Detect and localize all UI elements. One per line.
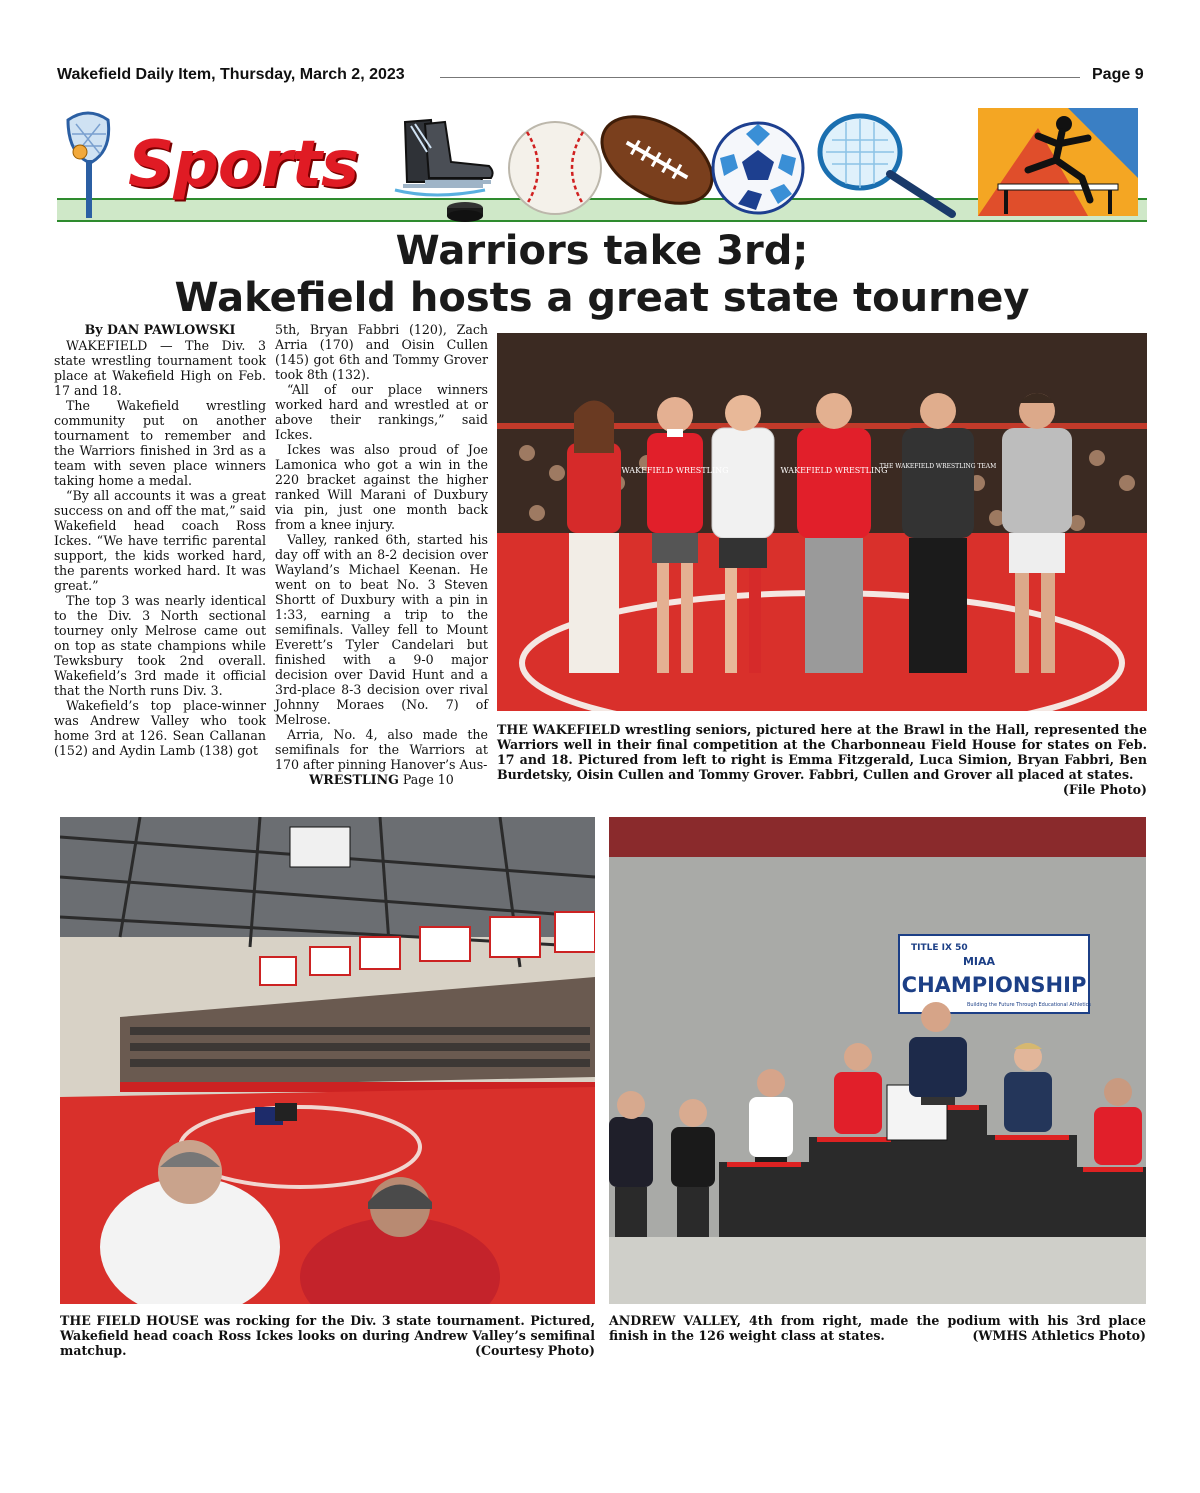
football-icon — [592, 110, 722, 210]
article-column-1 — [54, 322, 266, 758]
lacrosse-stick-icon — [58, 110, 118, 220]
paragraph: The top 3 was nearly identical to the Div. 3 North sectional tourney only Melrose came out on top as state champions while Tewksbury took 2nd overall. Wakefield’s 3rd made it official that the North runs Div. 3. — [54, 593, 266, 698]
caption-text: THE WAKEFIELD wrestling seniors, pictured here at the Brawl in the Hall, represented the Warriors well in their final competition at the Charbonneau Field House for states on Feb. 17 and 18. Pictured from left to right is Emma Fitzgerald, Luca Simion, Bryan Fabbri, Ben Burdetsky, Oisin Cullen and Tommy Grover. Fabbri, Cullen and Grover all placed at states. — [497, 722, 1147, 782]
caption-podium — [609, 1313, 1146, 1343]
hockey-puck-icon — [445, 200, 485, 222]
soccer-ball-icon — [708, 118, 808, 218]
photo-credit: (WMHS Athletics Photo) — [972, 1328, 1146, 1343]
shirt-text: THE WAKEFIELD WRESTLING TEAM — [879, 463, 997, 470]
tennis-racket-icon — [812, 110, 962, 220]
shirt-text: WAKEFIELD WRESTLING — [780, 466, 888, 475]
article-column-2 — [275, 322, 488, 787]
paragraph: The Wakefield wrestling community put on another tournament to remember and the Warriors finished in 3rd as a team with seven place winners taking home a medal. — [54, 398, 266, 488]
continued-jump[interactable] — [275, 772, 488, 787]
shirt-text: WAKEFIELD WRESTLING — [621, 466, 729, 475]
headline-line-1: Warriors take 3rd; — [395, 228, 809, 274]
ice-skates-icon — [385, 112, 495, 202]
caption-text: ANDREW VALLEY, 4th from right, made the podium with his 3rd place finish in the 126 weight class at states. — [609, 1313, 1146, 1343]
paragraph: Valley, ranked 6th, started his day off with an 8-2 decision over Wayland’s Michael Keenan. He went on to beat No. 3 Steven Shortt of Duxbury with a pin in 1:33, earning a trip to the semifinals. Valley fell to Mount Everett’s Tyler Candelari but finished with a 9-0 major decision over David Hunt and a 3rd-place 8-3 decision over rival Johnny Moraes (No. 7) of Melrose. — [275, 532, 488, 727]
photo-podium — [609, 817, 1146, 1304]
paragraph: “All of our place winners worked hard and wrestled at or above their rankings,” said Ickes. — [275, 382, 488, 442]
caption-wrestling-seniors — [497, 722, 1147, 797]
photo-wrestling-seniors — [497, 333, 1147, 711]
headline-line-2: Wakefield hosts a great state tourney — [174, 275, 1030, 321]
folio-date: Wakefield Daily Item, Thursday, March 2, 2023 — [57, 66, 405, 83]
photo-credit: (Courtesy Photo) — [475, 1343, 595, 1358]
jump-page: Page 10 — [402, 772, 454, 787]
sign-tag-text: Building the Future Through Educational Athletics — [966, 1002, 1092, 1008]
baseball-icon — [505, 118, 605, 218]
jump-label: WRESTLING — [309, 772, 399, 787]
sign-main-text: CHAMPIONSHIP — [901, 973, 1087, 997]
sports-section-title: Sports — [128, 128, 359, 202]
sign-top-text: TITLE IX 50 — [911, 943, 968, 953]
paragraph: WAKEFIELD — The Div. 3 state wrestling tournament took place at Wakefield High on Feb. 17 and 18. — [54, 338, 266, 398]
caption-field-house — [60, 1313, 595, 1358]
paragraph: Wakefield’s top place-winner was Andrew Valley who took home 3rd at 126. Sean Callanan (152) and Aydin Lamb (138) got — [54, 698, 266, 758]
paragraph: “By all accounts it was a great success on and off the mat,” said Wakefield head coach Ross Ickes. “We have terrific parental support, the kids worked hard, the parents worked hard. It was great.” — [54, 488, 266, 593]
headline — [57, 228, 1147, 322]
page-number: Page 9 — [1092, 66, 1144, 83]
hurdler-icon — [978, 108, 1138, 216]
byline: By DAN PAWLOWSKI — [84, 322, 236, 337]
caption-text: THE FIELD HOUSE was rocking for the Div. 3 state tournament. Pictured, Wakefield head coach Ross Ickes looks on during Andrew Valley’s semifinal matchup. — [60, 1313, 595, 1358]
paragraph: Ickes was also proud of Joe Lamonica who got a win in the 220 bracket against the higher ranked Will Marani of Duxbury via pin, just one month back from a knee injury. — [275, 442, 488, 532]
sign-org-text: MIAA — [962, 955, 996, 968]
photo-credit: (File Photo) — [1062, 782, 1147, 797]
paragraph: Arria, No. 4, also made the semifinals for the Warriors at 170 after pinning Hanover’s Aus- — [275, 727, 488, 772]
paragraph: 5th, Bryan Fabbri (120), Zach Arria (170) and Oisin Cullen (145) got 6th and Tommy Grover took 8th (132). — [275, 322, 488, 382]
photo-field-house — [60, 817, 595, 1304]
